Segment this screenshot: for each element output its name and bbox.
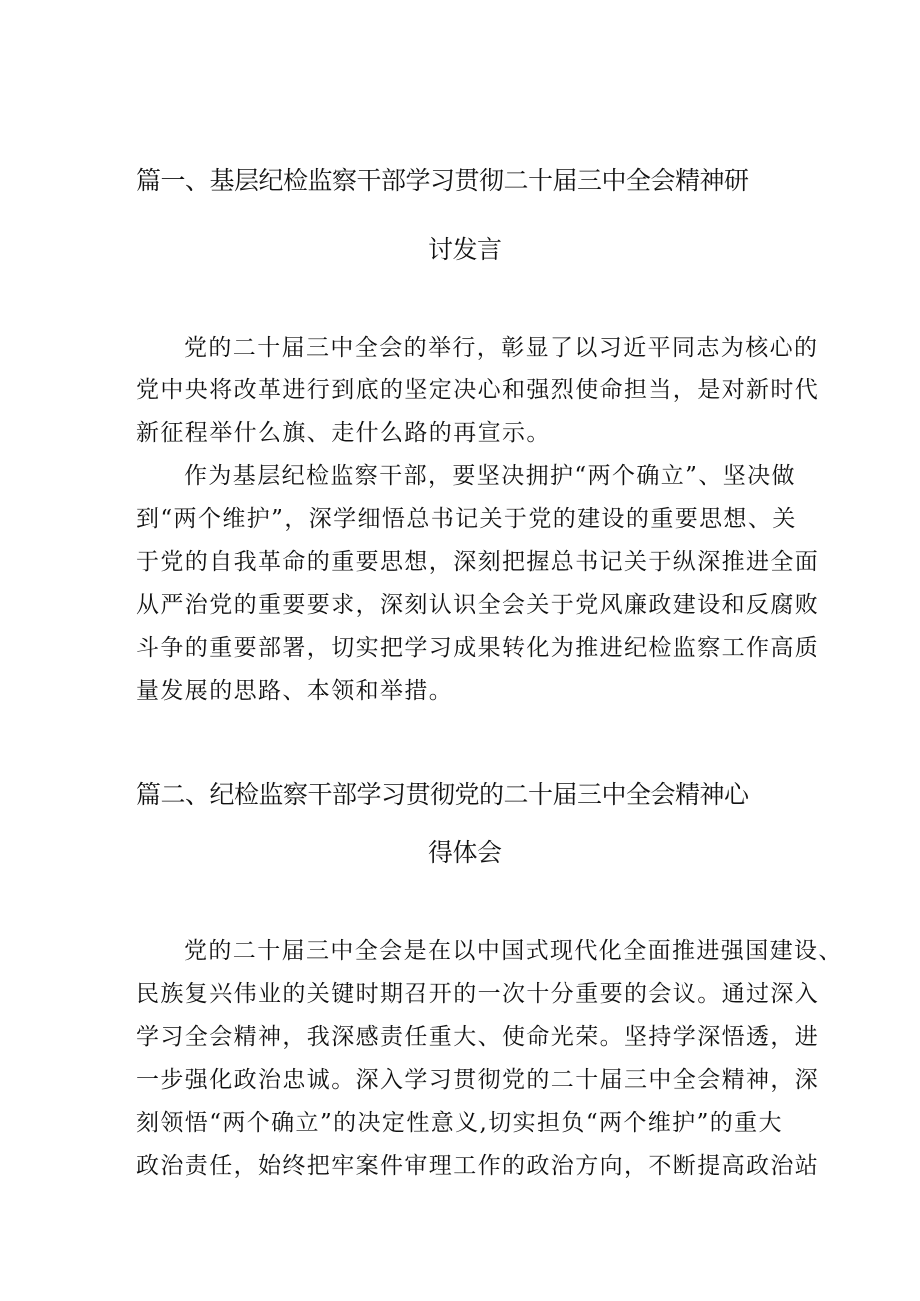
section-1-paragraph-2-line-1: 作为基层纪检监察干部，要坚决拥护“两个确立”、坚决做 <box>184 463 796 489</box>
section-1-paragraph-1-line-1: 党的二十届三中全会的举行，彰显了以习近平同志为核心的 <box>184 335 819 361</box>
section-1-paragraph-2-line-5: 斗争的重要部署，切实把学习成果转化为推进纪检监察工作高质 <box>136 635 820 661</box>
section-1-paragraph-2-line-6: 量发展的思路、本领和举措。 <box>136 678 454 704</box>
section-1-paragraph-2-line-4: 从严治党的重要要求，深刻认识全会关于党风廉政建设和反腐败 <box>136 592 820 618</box>
section-1-paragraph-2-line-3: 于党的自我革命的重要思想，深刻把握总书记关于纵深推进全面 <box>136 549 820 575</box>
section-2-paragraph-1-line-6: 政治责任，始终把牢案件审理工作的政治方向，不断提高政治站 <box>136 1153 820 1179</box>
section-1-paragraph-2-line-2: 到“两个维护”，深学细悟总书记关于党的建设的重要思想、关 <box>136 506 797 532</box>
section-2-paragraph-1-line-5: 刻领悟“两个确立”的决定性意义,切实担负“两个维护”的重大 <box>136 1110 783 1136</box>
section-1-paragraph-1-line-3: 新征程举什么旗、走什么路的再宣示。 <box>136 420 551 446</box>
section-1-paragraph-1-line-2: 党中央将改革进行到底的坚定决心和强烈使命担当，是对新时代 <box>136 377 820 403</box>
section-2-paragraph-1-line-1: 党的二十届三中全会是在以中国式现代化全面推进强国建设、 <box>184 938 843 964</box>
section-2-title-line-2: 得体会 <box>428 838 502 867</box>
section-2-title-line-1: 篇二、纪检监察干部学习贯彻党的二十届三中全会精神心 <box>136 780 749 809</box>
section-2-paragraph-1-line-2: 民族复兴伟业的关键时期召开的一次十分重要的会议。通过深入 <box>136 981 820 1007</box>
section-2-paragraph-1-line-3: 学习全会精神，我深感责任重大、使命光荣。坚持学深悟透，进 <box>136 1024 820 1050</box>
section-1-title-line-1: 篇一、基层纪检监察干部学习贯彻二十届三中全会精神研 <box>136 166 749 195</box>
section-1-title-line-2: 讨发言 <box>428 235 502 264</box>
section-2-paragraph-1-line-4: 一步强化政治忠诚。深入学习贯彻党的二十届三中全会精神，深 <box>136 1067 820 1093</box>
